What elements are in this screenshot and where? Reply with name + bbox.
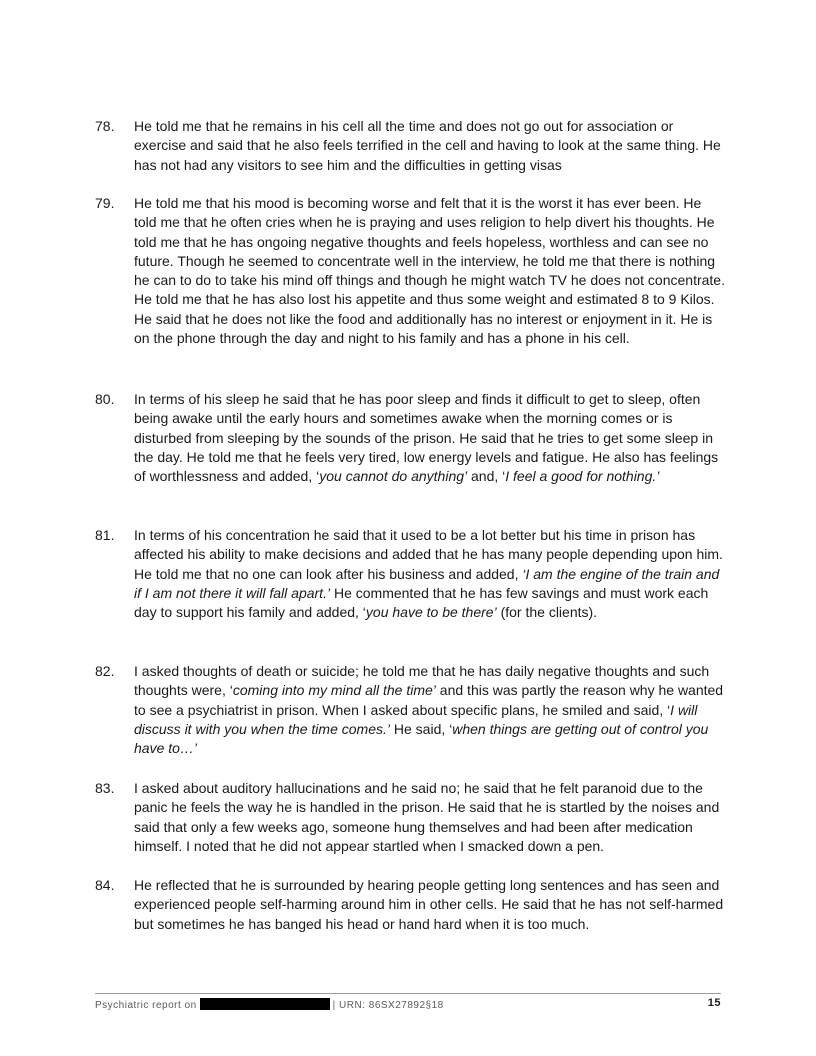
paragraph-83: [95, 779, 725, 856]
paragraph-82: [95, 662, 725, 758]
text-run: He said, ‘: [390, 720, 453, 737]
text-run: and this was partly the reason why he wanted to see a psychiatrist in prison. When I asked about specific plans, he smiled and said, ‘: [134, 682, 724, 718]
paragraph-81: [95, 526, 725, 622]
text-run: He reflected that he is surrounded by hearing people getting long sentences and has seen and experienced people self-harming around him in other cells. He said that he has not self-harmed but sometimes he has banged his head or hand hard when it is too much.: [134, 877, 724, 932]
quoted-speech: I feel a good for nothing.’: [505, 468, 660, 485]
paragraph-number: 78.: [95, 118, 115, 134]
quoted-speech: you cannot do anything’: [319, 468, 468, 485]
footer-urn: | URN: 86SX27892§18: [332, 1000, 444, 1011]
paragraph-text: [134, 526, 725, 622]
paragraph-79: [95, 194, 725, 348]
quoted-speech: I will discuss it with you when the time comes.’: [134, 701, 698, 737]
paragraph-number: 80.: [95, 391, 115, 407]
paragraph-text: [134, 194, 725, 348]
text-run: I asked about auditory hallucinations and he said no; he said that he felt paranoid due to the panic he feels the way he is handled in the prison. He said that he is startled by the noises and said that only a few weeks ago, someone hung themselves and had been after medication himself. I noted that he did not appear startled when I smacked down a pen.: [134, 780, 720, 854]
quoted-speech: you have to be there’: [365, 604, 497, 621]
paragraph-text: [134, 662, 725, 758]
paragraph-text: [134, 390, 725, 486]
paragraph-number: 82.: [95, 663, 115, 679]
text-run: (for the clients).: [496, 604, 598, 621]
paragraph-78: [95, 117, 725, 175]
paragraph-number: 81.: [95, 527, 115, 543]
quoted-speech: ‘I am the engine of the train and if I am not there it will fall apart.’: [134, 565, 720, 601]
footer-report-prefix: Psychiatric report on: [95, 1000, 197, 1011]
paragraph-text: [134, 117, 725, 175]
paragraph-number: 79.: [95, 195, 115, 211]
paragraph-80: [95, 390, 725, 486]
page-footer: [95, 993, 721, 1014]
text-run: He told me that he remains in his cell all the time and does not go out for association or exercise and said that he also feels terrified in the cell and having to look at the same thing. He has not had any visitors to see him and the difficulties in getting visas: [134, 118, 721, 173]
text-run: He told me that his mood is becoming worse and felt that it is the worst it has ever been. He told me that he often cries when he is praying and uses religion to help divert his thoughts. He told me that he has ongoing negative thoughts and feels hopeless, worthless and can see no future. Though he seemed to concentrate well in the interview, he told me that there is nothing he can to do to take his mind off things and though he might watch TV he does not concentrate. He told me that he has also lost his appetite and thus some weight and estimated 8 to 9 Kilos. He said that he does not like the food and additionally has no interest or enjoyment in it. He is on the phone through the day and night to his family and has a phone in his cell.: [134, 195, 725, 347]
text-run: I asked thoughts of death or suicide; he told me that he has daily negative thoughts and such thoughts were, ‘: [134, 663, 710, 699]
page-number: 15: [707, 997, 721, 1009]
text-run: and, ‘: [467, 468, 506, 485]
paragraph-84: [95, 876, 725, 934]
text-run: He commented that he has few savings and must work each day to support his family and added, ‘: [134, 584, 709, 621]
text-run: In terms of his concentration he said that it used to be a lot better but his time in prison has affected his ability to make decisions and added that he has many people depending upon him. He told me that no one can look after his business and added,: [134, 527, 723, 582]
text-run: In terms of his sleep he said that he has poor sleep and finds it difficult to get to sleep, often being awake until the early hours and sometimes awake when the morning comes or is disturbed from sleeping by the sounds of the prison. He said that he tries to get some sleep in the day. He told me that he feels very tired, low energy levels and fatigue. He also has feelings of worthlessness and added, ‘: [134, 391, 719, 485]
paragraph-text: [134, 779, 725, 856]
paragraph-number: 84.: [95, 877, 115, 893]
footer-left: [95, 998, 444, 1011]
redaction-box: [200, 998, 330, 1010]
paragraph-number: 83.: [95, 780, 115, 796]
quoted-speech: when things are getting out of control you have to…’: [134, 720, 709, 757]
quoted-speech: coming into my mind all the time’: [232, 682, 436, 699]
paragraph-text: [134, 876, 725, 934]
